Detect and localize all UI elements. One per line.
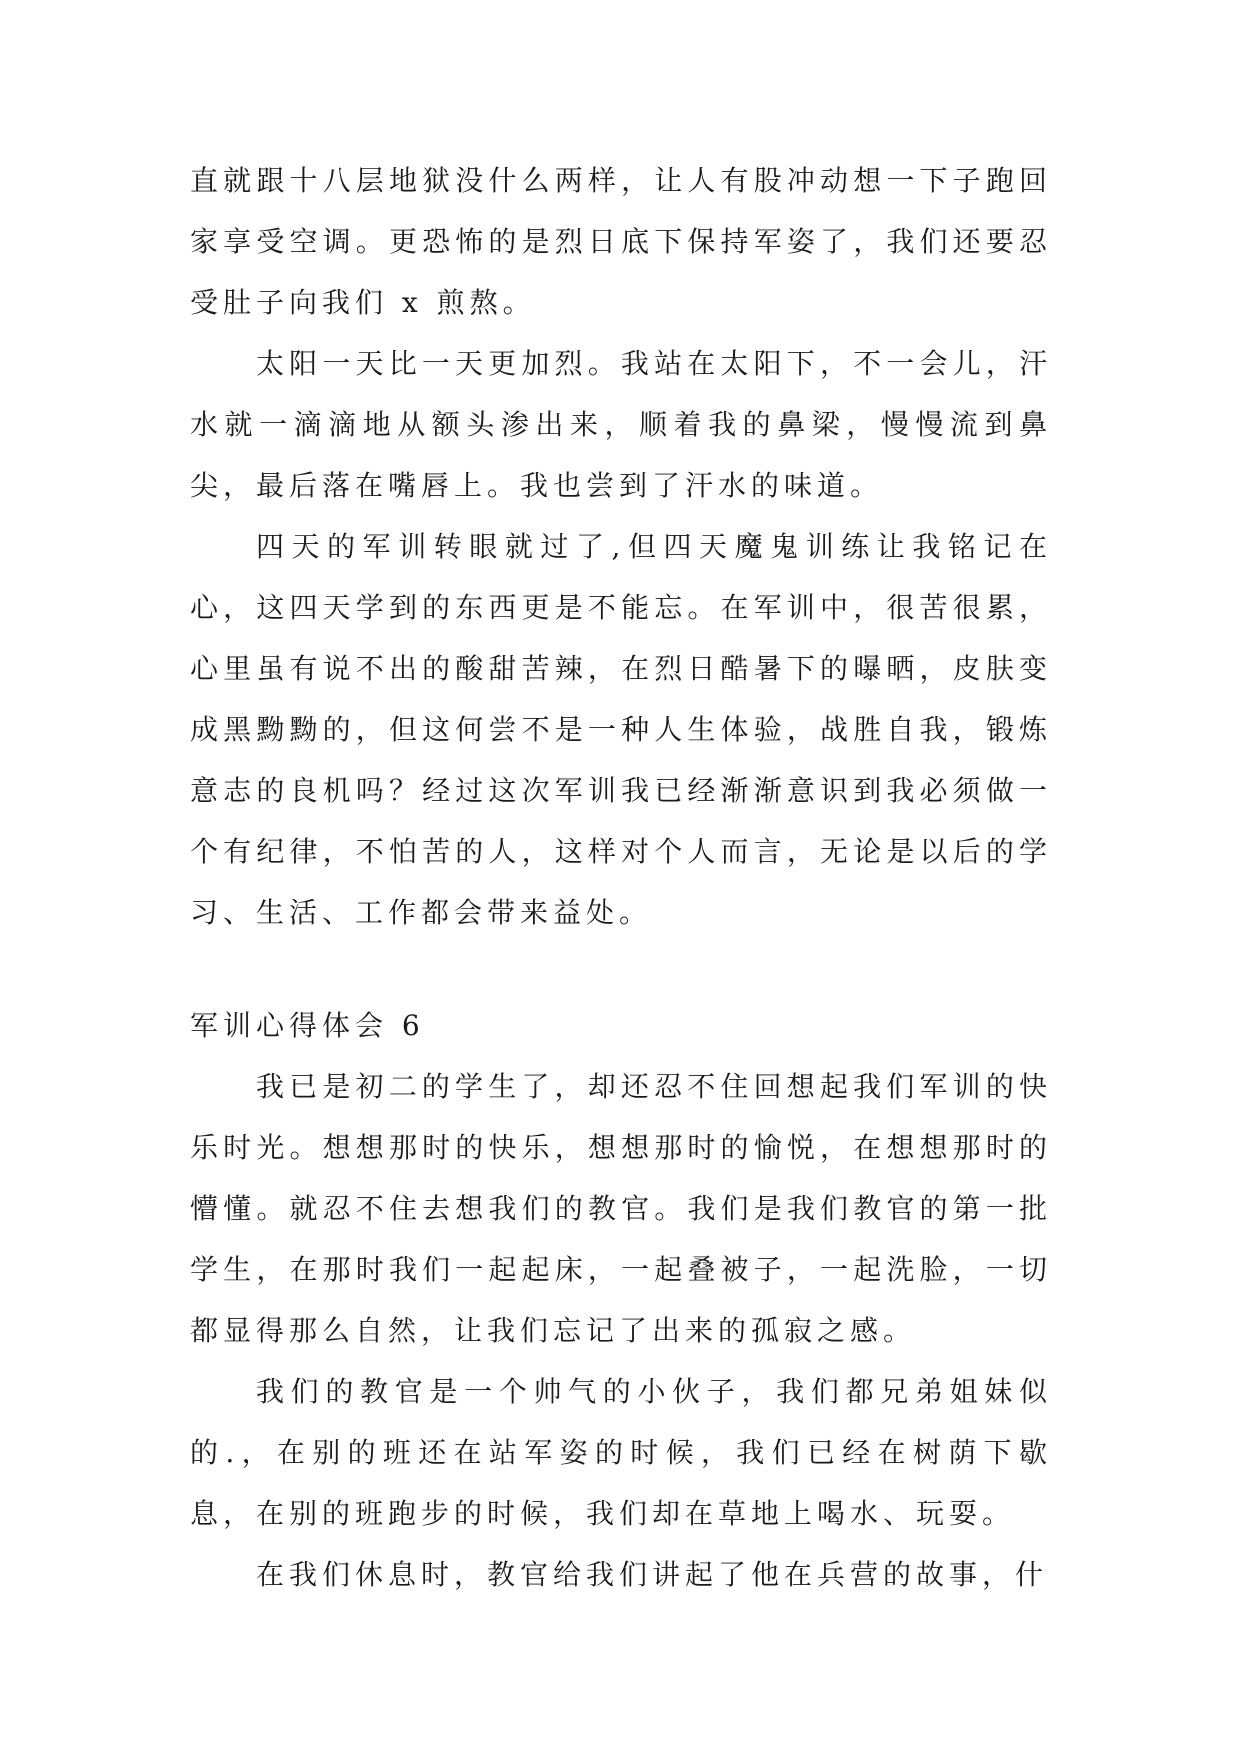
paragraph-instructor: 我们的教官是一个帅气的小伙子，我们都兄弟姐妹似的.，在别的班还在站军姿的时候，我们已经在树荫下歇息，在别的班跑步的时候，我们却在草地上喝水、玩耍。 (190, 1375, 1052, 1530)
document-body (190, 150, 1052, 1605)
paragraph-grade-two: 我已是初二的学生了，却还忍不住回想起我们军训的快乐时光。想想那时的快乐，想想那时的愉悦，在想想那时的懵懂。就忍不住去想我们的教官。我们是我们教官的第一批学生，在那时我们一起起床，一起叠被子，一起洗脸，一切都显得那么自然，让我们忘记了出来的孤寂之感。 (190, 1070, 1052, 1347)
paragraph-sun: 太阳一天比一天更加烈。我站在太阳下，不一会儿，汗水就一滴滴地从额头渗出来，顺着我的鼻梁，慢慢流到鼻尖，最后落在嘴唇上。我也尝到了汗水的味道。 (190, 347, 1052, 502)
paragraph-continued: 直就跟十八层地狱没什么两样，让人有股冲动想一下子跑回家享受空调。更恐怖的是烈日底下保持军姿了，我们还要忍受肚子向我们 x 煎熬。 (190, 164, 1052, 319)
paragraph-four-days: 四天的军训转眼就过了,但四天魔鬼训练让我铭记在心，这四天学到的东西更是不能忘。在军训中，很苦很累，心里虽有说不出的酸甜苦辣，在烈日酷暑下的曝晒，皮肤变成黑黝黝的，但这何尝不是一种人生体验，战胜自我，锻炼意志的良机吗？经过这次军训我已经渐渐意识到我必须做一个有纪律，不怕苦的人，这样对个人而言，无论是以后的学习、生活、工作都会带来益处。 (190, 530, 1052, 929)
paragraph-rest-story: 在我们休息时，教官给我们讲起了他在兵营的故事，什 (256, 1558, 1049, 1591)
section-title: 军训心得体会 6 (190, 1009, 425, 1042)
